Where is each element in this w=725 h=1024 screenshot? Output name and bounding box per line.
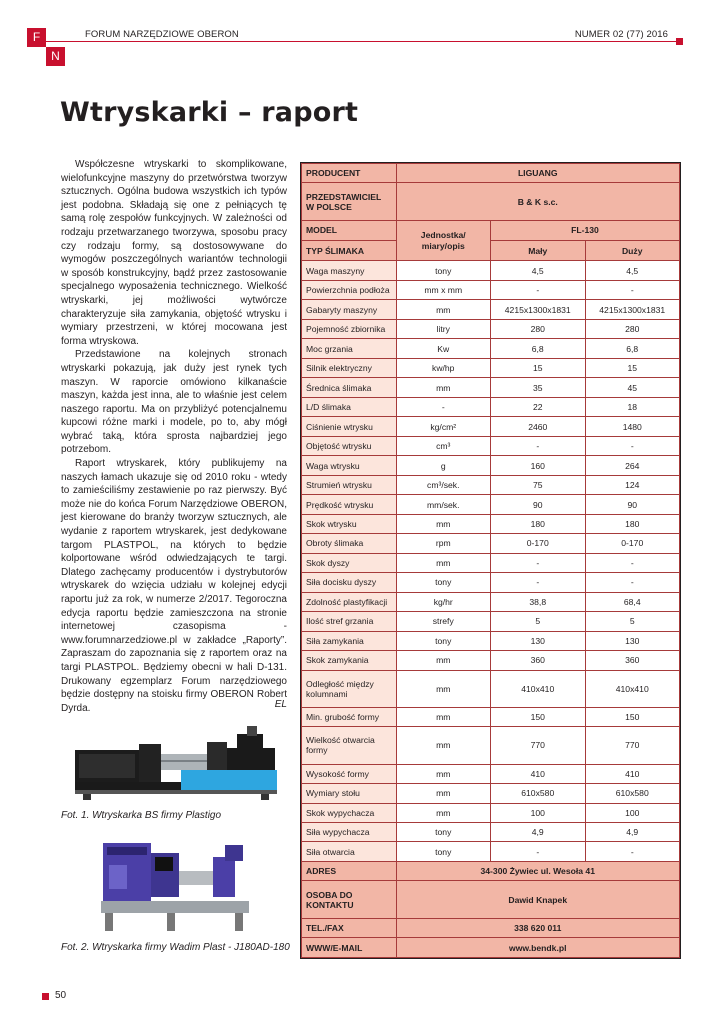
spec-value-small: - (491, 280, 586, 299)
spec-value-large: 4,9 (585, 823, 680, 842)
spec-value-large: 0-170 (585, 534, 680, 553)
spec-row (302, 378, 680, 397)
spec-value-small: 770 (491, 727, 586, 764)
spec-value-large: 90 (585, 495, 680, 514)
spec-row (302, 784, 680, 803)
spec-row (302, 417, 680, 436)
spec-row (302, 300, 680, 319)
spec-value-small: 130 (491, 631, 586, 650)
spec-label: Skok zamykania (302, 651, 397, 670)
spec-value-small: 4215x1300x1831 (491, 300, 586, 319)
spec-label: Pojemność zbiornika (302, 319, 397, 338)
spec-row (302, 651, 680, 670)
spec-unit: - (396, 397, 491, 416)
spec-value-small: 4,9 (491, 823, 586, 842)
spec-row (302, 436, 680, 455)
spec-label: Moc grzania (302, 339, 397, 358)
specification-table (300, 162, 681, 959)
spec-label: Średnica ślimaka (302, 378, 397, 397)
spec-value-large: 360 (585, 651, 680, 670)
paragraph: Przedstawione na kolejnych stronach wtryskarki pokazują, jak duży jest rynek tych maszyn. W raporcie omówiono kilkanaście maszyn, każda jest inna, ale to właśnie jest celem naszego raportu. Ma on przybliżyć potencjalnemu kupcowi różne marki i modele, po to, aby mógł wybrać taką, która sprosta najbardziej jego potrzebom. (61, 349, 287, 456)
spec-value-large: 100 (585, 803, 680, 822)
spec-row (302, 495, 680, 514)
spec-label: Wysokość formy (302, 764, 397, 783)
spec-value-large: - (585, 553, 680, 572)
spec-unit: mm (396, 707, 491, 726)
spec-row (302, 397, 680, 416)
spec-label: Waga wtrysku (302, 456, 397, 475)
spec-value-large: 15 (585, 358, 680, 377)
spec-label: Skok wtrysku (302, 514, 397, 533)
page-number-mark (42, 993, 49, 1000)
spec-unit: mm (396, 378, 491, 397)
contact-label: OSOBA DO KONTAKTU (302, 881, 397, 918)
injection-molding-machine-icon (61, 720, 287, 810)
spec-label: Siła otwarcia (302, 842, 397, 861)
model-row (302, 220, 680, 240)
screw-large-header: Duży (585, 241, 680, 261)
spec-row (302, 534, 680, 553)
spec-unit: Kw (396, 339, 491, 358)
logo-letter-f: F (27, 28, 46, 47)
spec-value-large: 6,8 (585, 339, 680, 358)
screw-type-label: TYP ŚLIMAKA (302, 241, 397, 261)
spec-row (302, 707, 680, 726)
spec-label: Min. grubość formy (302, 707, 397, 726)
spec-value-large: 4,5 (585, 261, 680, 280)
spec-value-small: 360 (491, 651, 586, 670)
spec-value-large: 280 (585, 319, 680, 338)
spec-value-small: 90 (491, 495, 586, 514)
spec-unit: litry (396, 319, 491, 338)
representative-label: PRZEDSTAWICIEL W POLSCE (302, 183, 397, 220)
spec-unit: mm (396, 300, 491, 319)
spec-unit: kg/hr (396, 592, 491, 611)
spec-value-large: 770 (585, 727, 680, 764)
spec-unit: mm (396, 553, 491, 572)
spec-label: Ilość stref grzania (302, 612, 397, 631)
spec-unit: rpm (396, 534, 491, 553)
spec-label: Powierzchnia podłoża (302, 280, 397, 299)
spec-value-large: 4215x1300x1831 (585, 300, 680, 319)
spec-row (302, 727, 680, 764)
contact-row (302, 881, 680, 918)
spec-value-small: 15 (491, 358, 586, 377)
spec-row (302, 573, 680, 592)
spec-label: Silnik elektryczny (302, 358, 397, 377)
spec-unit: mm (396, 514, 491, 533)
header-rule-end-mark (676, 38, 683, 45)
spec-value-small: - (491, 842, 586, 861)
spec-value-large: 124 (585, 475, 680, 494)
contact-value: 34-300 Żywiec ul. Wesoła 41 (396, 861, 680, 880)
spec-row (302, 514, 680, 533)
spec-value-small: 5 (491, 612, 586, 631)
spec-row (302, 670, 680, 707)
spec-value-small: 4,5 (491, 261, 586, 280)
page-number: 50 (55, 990, 67, 1001)
spec-unit: mm (396, 727, 491, 764)
issue-number: NUMER 02 (77) 2016 (574, 29, 668, 40)
spec-value-large: 150 (585, 707, 680, 726)
spec-label: Strumień wtrysku (302, 475, 397, 494)
model-value: FL-130 (491, 220, 680, 240)
spec-label: Prędkość wtrysku (302, 495, 397, 514)
spec-label: Objętość wtrysku (302, 436, 397, 455)
machine-photo-1 (61, 720, 287, 810)
spec-value-large: 45 (585, 378, 680, 397)
spec-value-large: - (585, 436, 680, 455)
spec-label: Wielkość otwarcia formy (302, 727, 397, 764)
spec-unit: tony (396, 842, 491, 861)
spec-value-small: 35 (491, 378, 586, 397)
model-label: MODEL (302, 220, 397, 240)
producer-label: PRODUCENT (302, 164, 397, 183)
spec-unit: cm³ (396, 436, 491, 455)
spec-label: Siła zamykania (302, 631, 397, 650)
contact-label: WWW/E-MAIL (302, 938, 397, 958)
spec-value-large: 264 (585, 456, 680, 475)
spec-value-large: 130 (585, 631, 680, 650)
spec-row (302, 764, 680, 783)
spec-row (302, 261, 680, 280)
spec-unit: mm (396, 803, 491, 822)
spec-value-small: 160 (491, 456, 586, 475)
spec-unit: tony (396, 631, 491, 650)
screw-type-row (302, 241, 680, 261)
article-body (61, 158, 287, 715)
spec-row (302, 456, 680, 475)
spec-value-large: 610x580 (585, 784, 680, 803)
spec-value-large: - (585, 842, 680, 861)
spec-value-small: 180 (491, 514, 586, 533)
paragraph: Raport wtryskarek, który publikujemy na naszych łamach ukazuje się od 2010 roku - wtedy to zamieściliśmy zestawienie po raz pierwszy. Być może nie do końca Forum Narzędziowe OBERON, jest kierowane do branży tworzyw sztucznych, ale wydanie z raportem wtryskarek, jest dedykowane targom PLASTPOL, na których to będzie kolportowane wśród odwiedzających te targi. Dlatego zachęcamy producentów i dystrybutorów wtryskarek do wzięcia udziału w kolejnej edycji raportu już za rok, w numerze 2/2017. Tegoroczna edycja raportu będzie zamieszczona na stronie internetowej czasopisma - www.forumnarzedziowe.pl w zakładce „Raporty”. Zapraszam do zapoznania się z raportem oraz na targi PLASTPOL. Będziemy obecni w hali D-131. Drukowany egzemplarz Forum narzędziowego będzie dostępny na stoisku firmy OBERON Robert Dyrda. (61, 458, 287, 714)
spec-unit: strefy (396, 612, 491, 631)
spec-value-small: - (491, 553, 586, 572)
spec-label: Gabaryty maszyny (302, 300, 397, 319)
injection-molding-machine-icon (95, 835, 255, 937)
spec-value-large: 68,4 (585, 592, 680, 611)
spec-unit: mm (396, 764, 491, 783)
spec-unit: mm (396, 670, 491, 707)
header-rule (46, 41, 683, 42)
spec-value-small: 100 (491, 803, 586, 822)
spec-label: Waga maszyny (302, 261, 397, 280)
spec-value-large: - (585, 573, 680, 592)
spec-unit: g (396, 456, 491, 475)
spec-label: Wymiary stołu (302, 784, 397, 803)
spec-unit: mm (396, 784, 491, 803)
spec-unit: cm³/sek. (396, 475, 491, 494)
spec-row (302, 592, 680, 611)
spec-row (302, 475, 680, 494)
spec-value-small: 22 (491, 397, 586, 416)
spec-value-large: 180 (585, 514, 680, 533)
spec-unit: tony (396, 823, 491, 842)
spec-label: Zdolność plastyfikacji (302, 592, 397, 611)
spec-value-small: - (491, 573, 586, 592)
spec-unit: tony (396, 573, 491, 592)
spec-label: Skok dyszy (302, 553, 397, 572)
spec-row (302, 631, 680, 650)
spec-label: L/D ślimaka (302, 397, 397, 416)
spec-row (302, 803, 680, 822)
spec-value-small: 410 (491, 764, 586, 783)
spec-value-small: 280 (491, 319, 586, 338)
spec-value-small: 2460 (491, 417, 586, 436)
spec-row (302, 319, 680, 338)
author-initials: EL (274, 699, 287, 710)
contact-row (302, 938, 680, 958)
spec-row (302, 842, 680, 861)
machine-photo-2 (95, 835, 255, 937)
spec-row (302, 823, 680, 842)
spec-unit: mm/sek. (396, 495, 491, 514)
producer-value: LIGUANG (396, 164, 680, 183)
paragraph: Współczesne wtryskarki to skomplikowane, wielofunkcyjne maszyny do przetwórstwa tworzyw sztucznych. Ogólna budowa wszystkich ich typów jest podobna. Składają się one z pełniących tę samą rolę zespołów funkcyjnych. W zależności od rodzaju przetwarzanego tworzywa, sposobu pracy czy rodzaju formy, są dostosowywane do wymogów poszczególnych wariantów technologii w sposób konstrukcyjny, bądź przez zastosowanie specjalnego wyposażenia technicznego. Wielkość wtryskarki, jej możliwości wytwórcze charakteryzuje siła zamykania, objętość wtrysku i wymiary przestrzeni, w której mocowana jest forma wtryskowa. (61, 159, 287, 347)
representative-row (302, 183, 680, 220)
page-title: Wtryskarki – raport (60, 97, 359, 128)
magazine-name: FORUM NARZĘDZIOWE OBERON (85, 29, 239, 40)
spec-label: Skok wypychacza (302, 803, 397, 822)
spec-value-small: 410x410 (491, 670, 586, 707)
spec-unit: kg/cm² (396, 417, 491, 436)
contact-row (302, 918, 680, 937)
spec-value-large: 410x410 (585, 670, 680, 707)
spec-value-small: 610x580 (491, 784, 586, 803)
producer-row (302, 164, 680, 183)
spec-unit: tony (396, 261, 491, 280)
spec-row (302, 280, 680, 299)
spec-value-small: 75 (491, 475, 586, 494)
contact-value: 338 620 011 (396, 918, 680, 937)
spec-value-large: 410 (585, 764, 680, 783)
unit-column-header: Jednostka/ miary/opis (396, 220, 491, 261)
photo-2-caption: Fot. 2. Wtryskarka firmy Wadim Plast - J180AD-180 (61, 942, 290, 953)
spec-value-small: 0-170 (491, 534, 586, 553)
logo-letter-n: N (46, 47, 65, 66)
spec-label: Odległość między kolumnami (302, 670, 397, 707)
spec-row (302, 612, 680, 631)
spec-row (302, 553, 680, 572)
spec-label: Siła docisku dyszy (302, 573, 397, 592)
representative-value: B & K s.c. (396, 183, 680, 220)
spec-label: Ciśnienie wtrysku (302, 417, 397, 436)
spec-label: Siła wypychacza (302, 823, 397, 842)
contact-row (302, 861, 680, 880)
spec-unit: mm x mm (396, 280, 491, 299)
spec-value-small: 6,8 (491, 339, 586, 358)
spec-value-large: - (585, 280, 680, 299)
contact-value: www.bendk.pl (396, 938, 680, 958)
spec-label: Obroty ślimaka (302, 534, 397, 553)
contact-value: Dawid Knapek (396, 881, 680, 918)
spec-value-large: 5 (585, 612, 680, 631)
screw-small-header: Mały (491, 241, 586, 261)
spec-unit: mm (396, 651, 491, 670)
contact-label: ADRES (302, 861, 397, 880)
spec-value-small: 150 (491, 707, 586, 726)
spec-value-small: 38,8 (491, 592, 586, 611)
spec-value-large: 18 (585, 397, 680, 416)
spec-row (302, 358, 680, 377)
photo-1-caption: Fot. 1. Wtryskarka BS firmy Plastigo (61, 810, 222, 821)
spec-row (302, 339, 680, 358)
spec-value-small: - (491, 436, 586, 455)
spec-value-large: 1480 (585, 417, 680, 436)
contact-label: TEL./FAX (302, 918, 397, 937)
spec-unit: kw/hp (396, 358, 491, 377)
